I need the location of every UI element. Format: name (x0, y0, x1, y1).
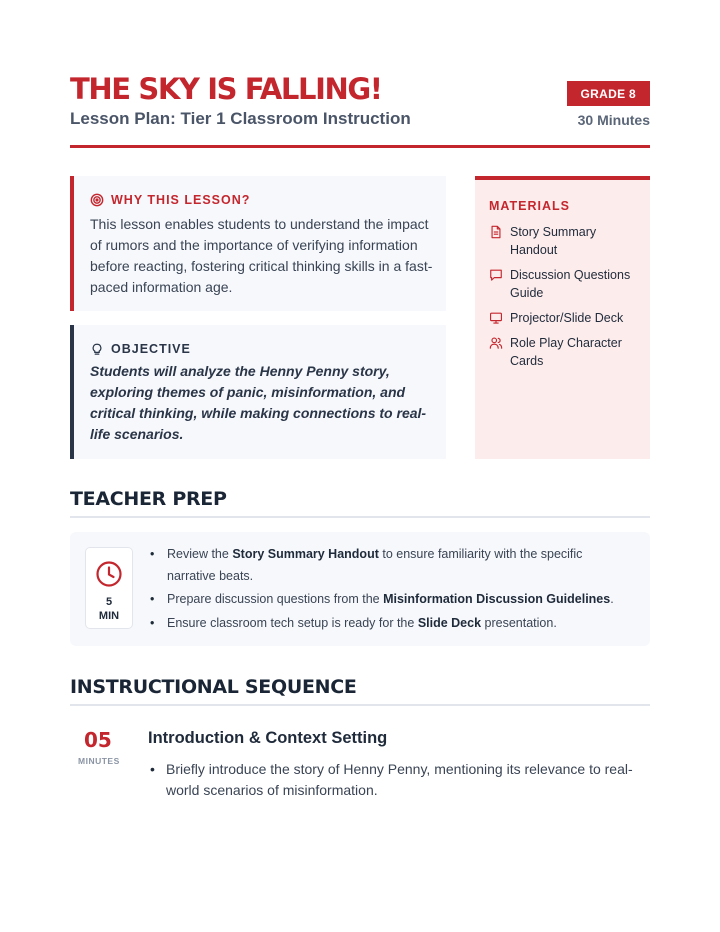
step-title: Introduction & Context Setting (148, 729, 388, 747)
target-icon (90, 193, 104, 207)
monitor-icon (489, 311, 503, 325)
page-subtitle: Lesson Plan: Tier 1 Classroom Instruction (70, 109, 411, 128)
list-item (489, 334, 639, 370)
document-icon (489, 225, 503, 239)
list-item (489, 223, 639, 259)
instructional-sequence-title: INSTRUCTIONAL SEQUENCE (70, 676, 650, 706)
materials-list (489, 223, 639, 377)
chat-bubble-icon (489, 268, 503, 282)
grade-badge: GRADE 8 (567, 81, 650, 106)
list-item (489, 309, 639, 327)
prep-minutes: 5 (105, 596, 113, 608)
step-minutes-unit: MINUTES (78, 756, 120, 766)
clock-icon (95, 560, 123, 588)
why-this-lesson-card (70, 176, 446, 311)
objective-heading: OBJECTIVE (111, 342, 191, 356)
material-label: Story Summary Handout (510, 225, 597, 257)
why-text: This lesson enables students to understand the impact of rumors and the importance of verifying information before reacting, fostering critical thinking skills in a fast-paced information age. (90, 216, 433, 295)
objective-card (70, 325, 446, 459)
users-icon (489, 336, 503, 350)
material-label: Projector/Slide Deck (510, 311, 624, 325)
teacher-prep-title: TEACHER PREP (70, 488, 650, 518)
objective-text: Students will analyze the Henny Penny story, exploring themes of panic, misinformation, and critical thinking, while making connections to real-life scenarios. (90, 363, 427, 442)
list-item (489, 266, 639, 302)
material-label: Role Play Character Cards (510, 336, 622, 368)
step-minutes: 05 (84, 728, 112, 752)
duration-label: 30 Minutes (577, 112, 650, 128)
page-title: THE SKY IS FALLING! (70, 72, 382, 106)
material-label: Discussion Questions Guide (510, 268, 631, 300)
list-item: • Ensure classroom tech setup is ready for the Slide Deck presentation. (150, 613, 630, 635)
prep-list (150, 544, 630, 636)
materials-panel (475, 176, 650, 459)
teacher-prep-card (70, 532, 650, 646)
lightbulb-icon (90, 342, 104, 356)
step-bullets (148, 759, 648, 801)
list-item: • Briefly introduce the story of Henny Penny, mentioning its relevance to real-world scenarios of misinformation. (148, 759, 648, 801)
lesson-header (70, 72, 650, 148)
prep-timer (85, 547, 133, 629)
materials-heading: MATERIALS (489, 199, 570, 213)
list-item: • Review the Story Summary Handout to ensure familiarity with the specific narrative beats. (150, 544, 630, 587)
list-item: • Prepare discussion questions from the Misinformation Discussion Guidelines. (150, 589, 630, 611)
why-heading: WHY THIS LESSON? (111, 193, 251, 207)
prep-minutes-unit: MIN (98, 610, 120, 622)
